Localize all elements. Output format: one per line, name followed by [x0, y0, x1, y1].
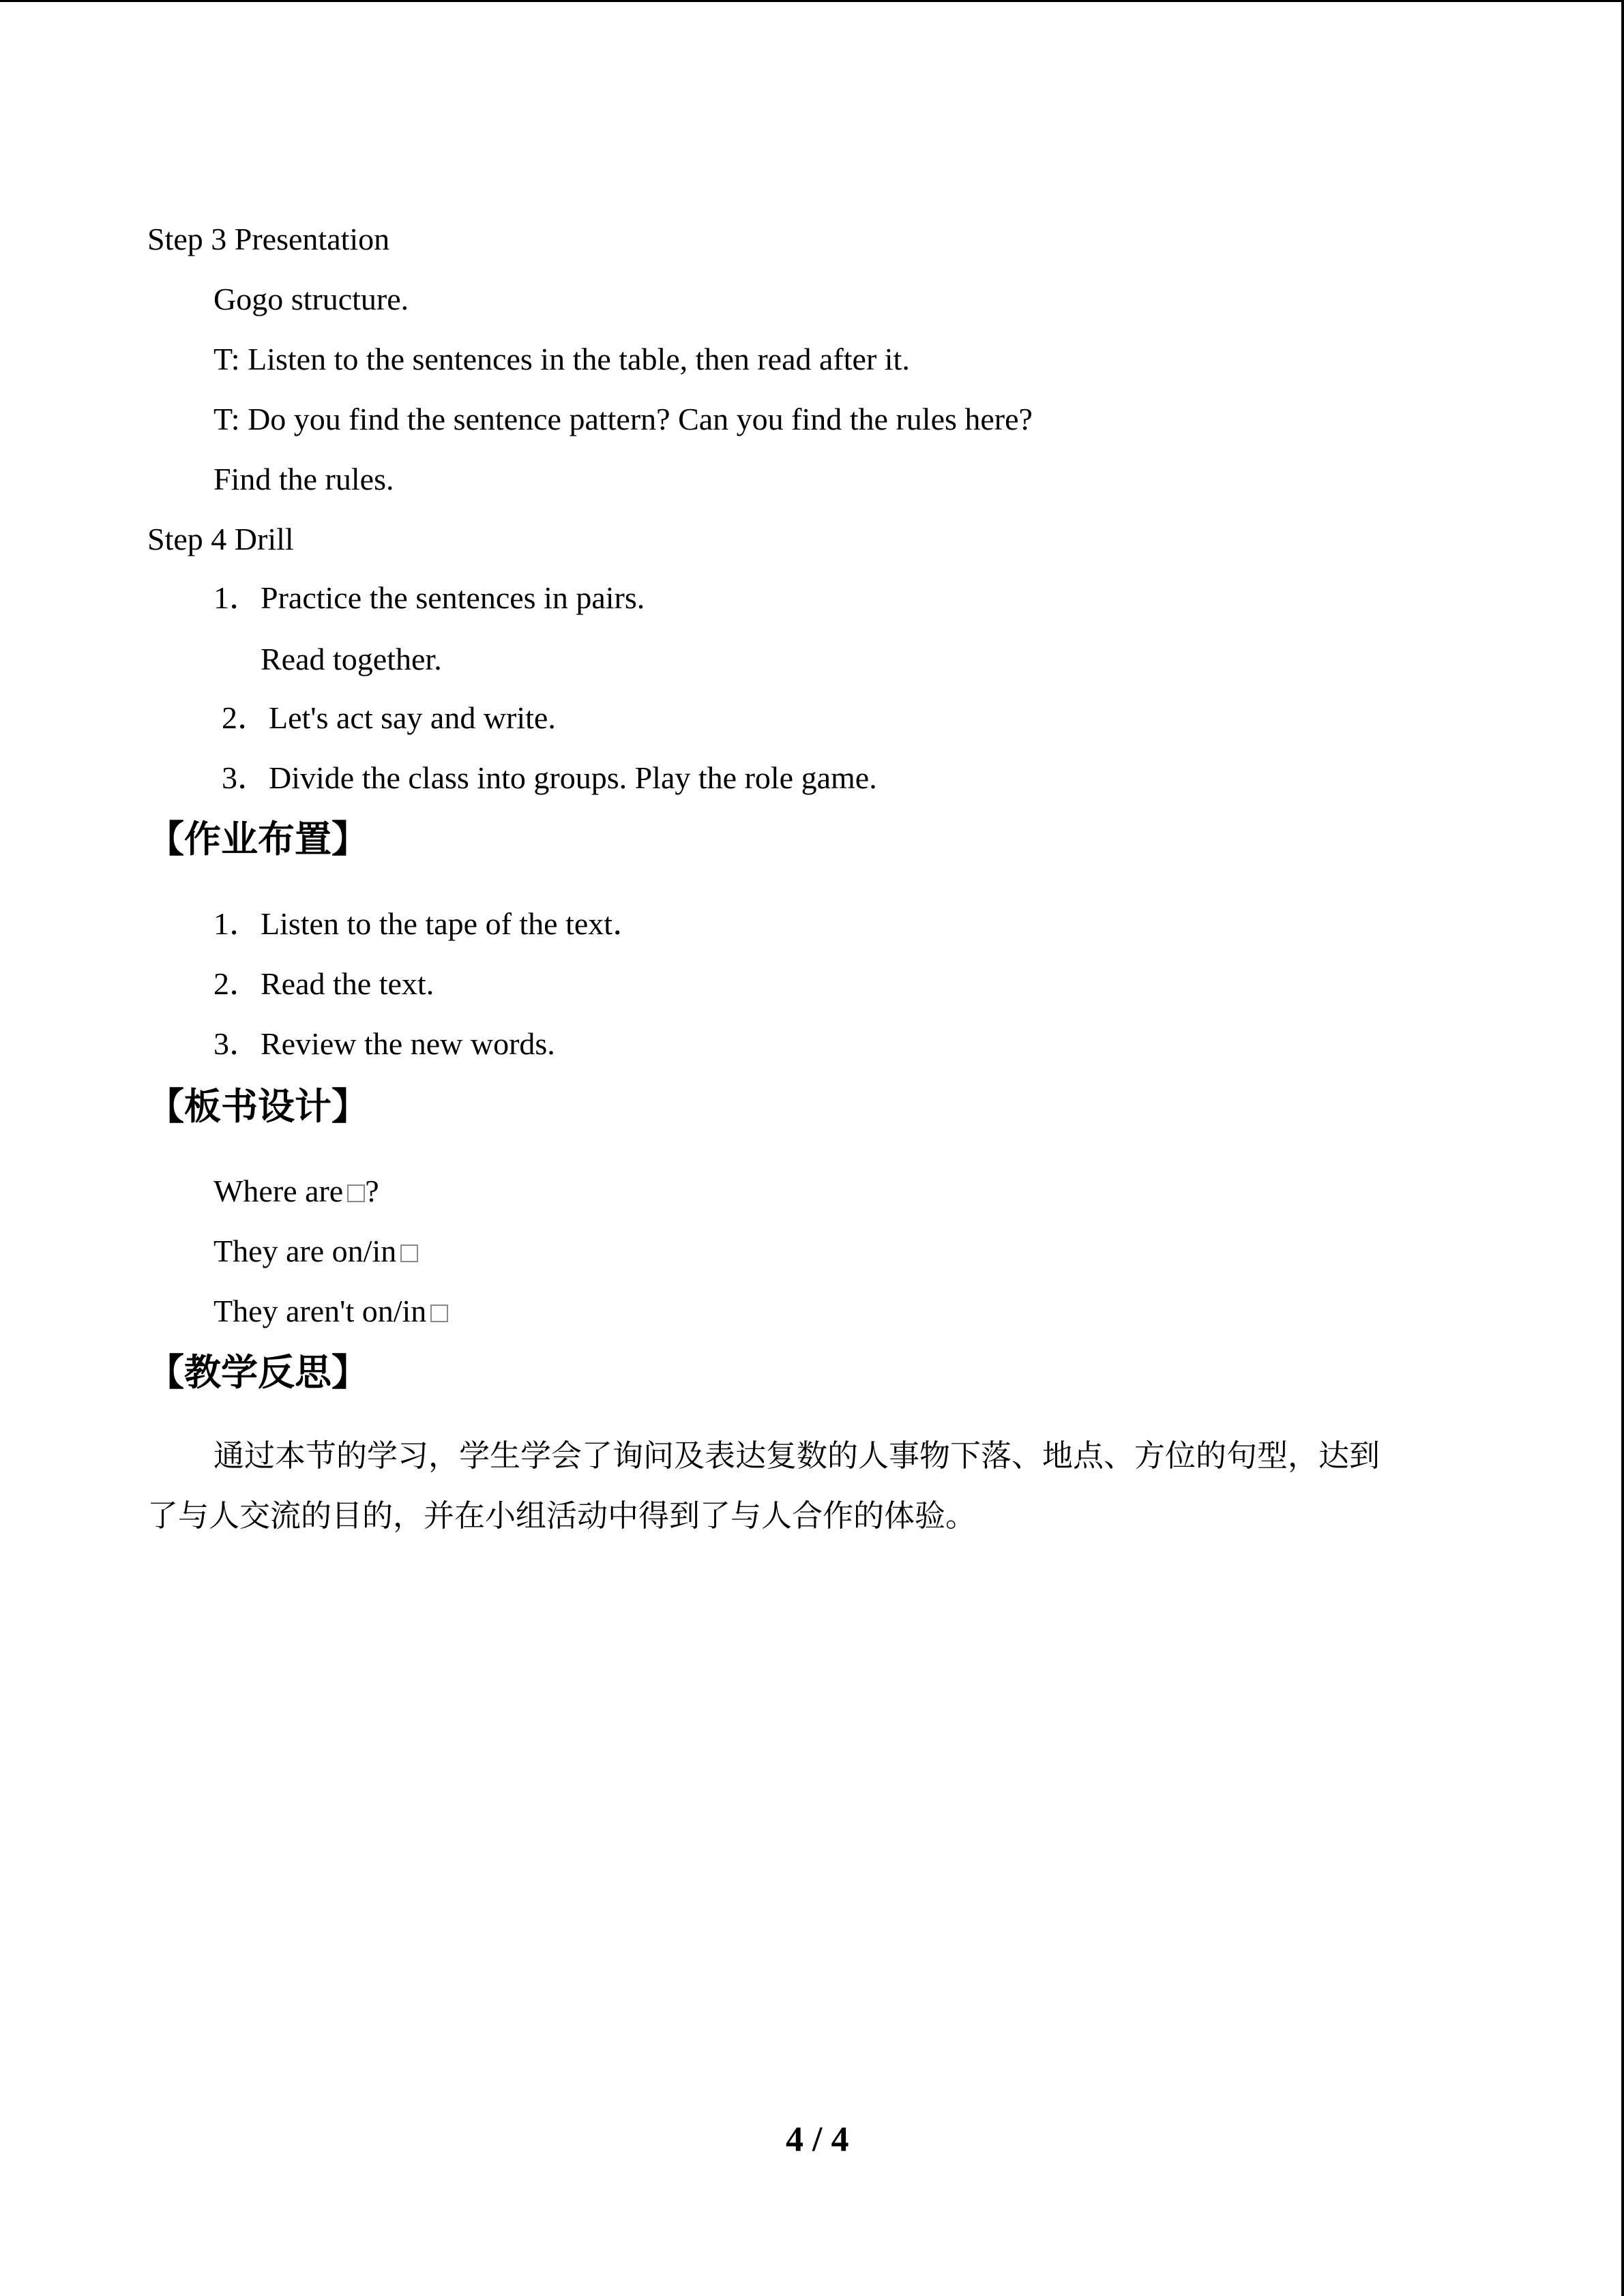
step3-line-2: T: Listen to the sentences in the table, then read after it.	[213, 342, 910, 376]
reflection-paragraph-line-2: 了与人交流的目的，并在小组活动中得到了与人合作的体验。	[147, 1497, 977, 1534]
step4-item-2	[222, 699, 556, 737]
step3-title: Step 3 Presentation	[147, 222, 390, 256]
step4-item-2-number: 2．	[222, 700, 269, 735]
homework-heading: 【作业布置】	[147, 818, 368, 861]
blank-box-icon	[400, 1244, 418, 1262]
page-top-border	[0, 0, 1624, 2]
homework-item-2-number: 2．	[213, 966, 261, 1001]
step4-item-3-text: Divide the class into groups. Play the role game.	[269, 760, 877, 795]
step3-line-1: Gogo structure.	[213, 282, 409, 316]
step4-item-1-text: Practice the sentences in pairs.	[261, 580, 645, 615]
homework-item-2	[213, 965, 434, 1003]
homework-item-1-number: 1．	[213, 906, 261, 941]
blackboard-line-1-suffix: ?	[365, 1174, 379, 1208]
page-number: 4 / 4	[786, 2120, 849, 2159]
step4-item-3-number: 3．	[222, 760, 269, 795]
step4-item-2-text: Let's act say and write.	[269, 700, 556, 735]
step4-title: Step 4 Drill	[147, 522, 294, 556]
step4-item-3	[222, 759, 877, 797]
step4-item-1-sub: Read together.	[261, 642, 442, 676]
reflection-paragraph-line-1: 通过本节的学习，学生学会了询问及表达复数的人事物下落、地点、方位的句型，达到	[213, 1437, 1381, 1474]
blackboard-heading: 【板书设计】	[147, 1085, 368, 1128]
homework-item-2-text: Read the text.	[261, 966, 434, 1001]
homework-item-3-number: 3．	[213, 1026, 261, 1061]
blank-box-icon	[347, 1184, 365, 1202]
homework-item-3-text: Review the new words.	[261, 1026, 555, 1061]
blank-box-icon	[430, 1304, 448, 1322]
step4-item-1	[213, 579, 645, 617]
step4-item-1-number: 1．	[213, 580, 261, 615]
blackboard-line-2-text: They are on/in	[213, 1234, 397, 1268]
step3-line-4: Find the rules.	[213, 462, 394, 496]
blackboard-line-3-text: They aren't on/in	[213, 1294, 427, 1328]
page-right-border	[1621, 0, 1624, 2296]
homework-item-1	[213, 905, 644, 943]
blackboard-line-1-text: Where are	[213, 1174, 344, 1208]
blackboard-line-3	[213, 1292, 448, 1330]
homework-item-3	[213, 1025, 555, 1063]
blackboard-line-1	[213, 1172, 379, 1210]
reflection-heading: 【教学反思】	[147, 1351, 368, 1394]
homework-item-1-text: Listen to the tape of the text．	[261, 906, 645, 941]
step3-line-3: T: Do you find the sentence pattern? Can you find the rules here?	[213, 402, 1033, 436]
blackboard-line-2	[213, 1232, 418, 1270]
